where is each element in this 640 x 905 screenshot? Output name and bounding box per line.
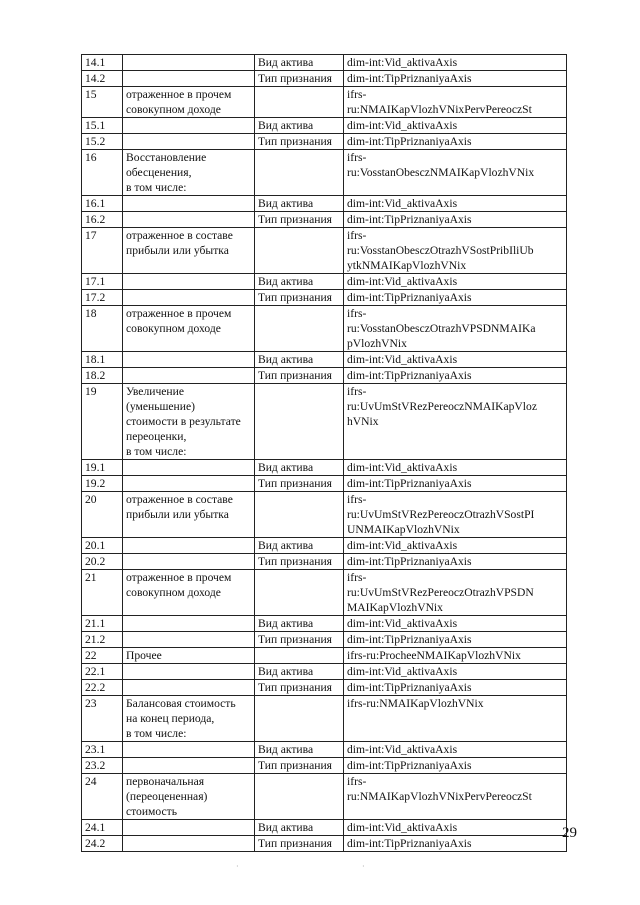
row-element-cell (344, 538, 567, 554)
table-row (82, 368, 567, 384)
row-name-cell (123, 476, 255, 492)
scan-artifact: · (362, 862, 365, 871)
row-element-cell (344, 352, 567, 368)
table-row (82, 118, 567, 134)
row-type-cell: Вид актива (255, 460, 344, 476)
row-type-cell: Тип признания (255, 71, 344, 87)
table-row (82, 742, 567, 758)
row-element-cell (344, 664, 567, 680)
row-element-line: ifrs- (347, 385, 367, 398)
row-number-cell: 16.1 (82, 196, 123, 212)
row-element-line: dim-int:TipPriznaniyaAxis (347, 369, 472, 382)
row-name-line: отраженное в прочем (126, 571, 232, 584)
row-element-cell (344, 774, 567, 820)
row-name-line: Балансовая стоимость (126, 697, 236, 710)
row-element-cell (344, 118, 567, 134)
table-row (82, 460, 567, 476)
row-type-cell: Вид актива (255, 616, 344, 632)
row-name-line: первоначальная (126, 775, 205, 788)
row-name-line: отраженное в составе (126, 493, 233, 506)
row-number-cell: 18.1 (82, 352, 123, 368)
row-element-cell (344, 87, 567, 118)
row-element-cell (344, 742, 567, 758)
row-name-cell (123, 306, 255, 352)
row-number-cell: 21 (82, 570, 123, 616)
row-name-cell (123, 212, 255, 228)
row-name-cell (123, 352, 255, 368)
row-name-line: Прочее (126, 649, 162, 662)
table-row (82, 87, 567, 118)
row-name-cell (123, 118, 255, 134)
table-row (82, 836, 567, 852)
row-type-cell: Вид актива (255, 196, 344, 212)
row-element-cell (344, 696, 567, 742)
row-name-line: отраженное в прочем (126, 88, 232, 101)
row-element-cell (344, 368, 567, 384)
row-number-cell: 15.1 (82, 118, 123, 134)
row-type-cell: Тип признания (255, 554, 344, 570)
row-element-cell (344, 632, 567, 648)
row-element-cell (344, 492, 567, 538)
row-type-cell: Тип признания (255, 290, 344, 306)
row-name-line: отраженное в прочем (126, 307, 232, 320)
row-name-cell (123, 368, 255, 384)
table-row (82, 55, 567, 71)
row-number-cell: 18.2 (82, 368, 123, 384)
row-element-line: dim-int:Vid_aktivaAxis (347, 539, 458, 552)
row-element-cell (344, 570, 567, 616)
row-element-line: dim-int:TipPriznaniyaAxis (347, 555, 472, 568)
row-name-cell (123, 71, 255, 87)
row-element-cell (344, 196, 567, 212)
row-number-cell: 23.2 (82, 758, 123, 774)
row-name-cell (123, 492, 255, 538)
row-element-line: dim-int:TipPriznaniyaAxis (347, 477, 472, 490)
row-element-cell (344, 274, 567, 290)
row-name-cell (123, 384, 255, 460)
row-element-cell (344, 150, 567, 196)
row-element-line: dim-int:TipPriznaniyaAxis (347, 681, 472, 694)
row-type-cell: Тип признания (255, 836, 344, 852)
table-row (82, 696, 567, 742)
table-row (82, 570, 567, 616)
row-element-line: MAIKapVlozhVNix (347, 601, 443, 614)
row-element-line: dim-int:Vid_aktivaAxis (347, 461, 458, 474)
row-type-cell: Вид актива (255, 352, 344, 368)
row-element-line: ru:UvUmStVRezPereoczOtrazhVPSDN (347, 586, 534, 599)
row-type-cell (255, 492, 344, 538)
table-row (82, 384, 567, 460)
row-name-cell (123, 696, 255, 742)
table-row (82, 352, 567, 368)
row-type-cell: Вид актива (255, 742, 344, 758)
row-element-line: hVNix (347, 415, 379, 428)
row-element-line: dim-int:TipPriznaniyaAxis (347, 759, 472, 772)
row-element-line: dim-int:Vid_aktivaAxis (347, 197, 458, 210)
row-element-cell (344, 134, 567, 150)
table-row (82, 616, 567, 632)
row-element-line: ifrs- (347, 307, 367, 320)
table-row (82, 290, 567, 306)
row-element-line: ru:NMAIKapVlozhVNixPervPereoczSt (347, 790, 532, 803)
row-type-cell: Вид активa (255, 55, 344, 71)
table-row (82, 664, 567, 680)
row-element-cell (344, 758, 567, 774)
row-element-line: UNMAIKapVlozhVNix (347, 523, 460, 536)
row-name-cell (123, 87, 255, 118)
row-number-cell: 17.2 (82, 290, 123, 306)
table-row (82, 134, 567, 150)
row-type-cell: Тип признания (255, 632, 344, 648)
row-element-line: ru:VosstanObesczOtrazhVPSDNMAIKa (347, 322, 536, 335)
row-name-line: прибыли или убытка (126, 508, 229, 521)
row-type-cell: Тип признания (255, 476, 344, 492)
row-element-line: dim-int:TipPriznaniyaAxis (347, 72, 472, 85)
row-type-cell: Вид актива (255, 274, 344, 290)
row-element-line: dim-int:Vid_aktivaAxis (347, 617, 458, 630)
row-number-cell: 22.1 (82, 664, 123, 680)
row-name-line: обесценения, (126, 166, 192, 179)
row-type-cell: Тип признания (255, 680, 344, 696)
row-number-cell: 19.2 (82, 476, 123, 492)
row-name-cell (123, 836, 255, 852)
row-element-cell (344, 290, 567, 306)
row-type-cell: Вид актива (255, 820, 344, 836)
row-name-line: совокупном доходе (126, 103, 221, 116)
row-name-line: (уменьшение) (126, 400, 195, 413)
row-name-cell (123, 820, 255, 836)
table-row (82, 306, 567, 352)
row-name-cell (123, 774, 255, 820)
row-name-cell (123, 228, 255, 274)
row-element-line: ifrs- (347, 775, 367, 788)
row-element-line: ifrs- (347, 493, 367, 506)
row-type-cell: Вид актива (255, 664, 344, 680)
row-element-line: dim-int:Vid_aktivaAxis (347, 119, 458, 132)
row-element-cell (344, 212, 567, 228)
row-name-cell (123, 196, 255, 212)
row-type-cell (255, 228, 344, 274)
row-number-cell: 22.2 (82, 680, 123, 696)
row-type-cell: Тип признания (255, 758, 344, 774)
row-name-cell (123, 538, 255, 554)
row-element-cell (344, 820, 567, 836)
row-element-line: dim-int:Vid_aktivaAxis (347, 56, 458, 69)
row-element-cell (344, 384, 567, 460)
row-element-line: dim-int:Vid_aktivaAxis (347, 353, 458, 366)
table-row (82, 212, 567, 228)
row-number-cell: 23 (82, 696, 123, 742)
row-type-cell (255, 774, 344, 820)
row-element-line: dim-int:TipPriznaniyaAxis (347, 135, 472, 148)
row-element-line: dim-int:TipPriznaniyaAxis (347, 291, 472, 304)
table-row (82, 274, 567, 290)
row-name-cell (123, 616, 255, 632)
row-number-cell: 21.1 (82, 616, 123, 632)
row-name-line: переоценки, (126, 430, 187, 443)
row-name-line: Увеличение (126, 385, 184, 398)
table-row (82, 820, 567, 836)
row-element-line: dim-int:Vid_aktivaAxis (347, 743, 458, 756)
table-row (82, 71, 567, 87)
row-number-cell: 16.2 (82, 212, 123, 228)
row-number-cell: 23.1 (82, 742, 123, 758)
row-number-cell: 17.1 (82, 274, 123, 290)
table-row (82, 774, 567, 820)
row-element-line: ifrs-ru:ProcheeNMAIKapVlozhVNix (347, 649, 521, 662)
row-name-cell (123, 460, 255, 476)
row-element-cell (344, 228, 567, 274)
row-element-line: ru:UvUmStVRezPereoczNMAIKapVloz (347, 400, 537, 413)
row-element-cell (344, 476, 567, 492)
row-element-cell (344, 680, 567, 696)
row-number-cell: 18 (82, 306, 123, 352)
row-type-cell: Тип признания (255, 368, 344, 384)
table-row (82, 150, 567, 196)
row-name-cell (123, 290, 255, 306)
row-number-cell: 24 (82, 774, 123, 820)
row-element-cell (344, 71, 567, 87)
row-number-cell: 24.2 (82, 836, 123, 852)
page-number: 29 (562, 825, 577, 841)
row-element-line: dim-int:Vid_aktivaAxis (347, 821, 458, 834)
table-row (82, 476, 567, 492)
row-name-line: в том числе: (126, 181, 187, 194)
row-element-cell (344, 55, 567, 71)
row-element-line: ifrs- (347, 229, 367, 242)
row-name-cell (123, 274, 255, 290)
table-row (82, 538, 567, 554)
row-element-cell (344, 306, 567, 352)
row-number-cell: 16 (82, 150, 123, 196)
row-number-cell: 15 (82, 87, 123, 118)
row-type-cell: Вид актива (255, 538, 344, 554)
row-element-line: dim-int:TipPriznaniyaAxis (347, 633, 472, 646)
row-name-line: прибыли или убытка (126, 244, 229, 257)
row-name-cell (123, 742, 255, 758)
table-body (82, 55, 567, 852)
table-row (82, 492, 567, 538)
row-element-line: ru:VosstanObesczNMAIKapVlozhVNix (347, 166, 535, 179)
row-name-line: на конец периода, (126, 712, 215, 725)
row-element-line: ru:VosstanObesczOtrazhVSostPribIliUb (347, 244, 534, 257)
row-type-cell: Тип признания (255, 212, 344, 228)
row-name-line: совокупном доходе (126, 322, 221, 335)
row-element-line: pVlozhVNix (347, 337, 407, 350)
table-row (82, 758, 567, 774)
table-row (82, 228, 567, 274)
row-element-line: ifrs- (347, 88, 367, 101)
row-type-cell (255, 306, 344, 352)
row-element-cell (344, 648, 567, 664)
row-type-cell (255, 696, 344, 742)
row-name-line: Восстановление (126, 151, 207, 164)
row-number-cell: 21.2 (82, 632, 123, 648)
row-number-cell: 14.2 (82, 71, 123, 87)
row-number-cell: 19 (82, 384, 123, 460)
row-type-cell: Тип признания (255, 134, 344, 150)
row-name-cell (123, 680, 255, 696)
row-name-line: отраженное в составе (126, 229, 233, 242)
table-row (82, 632, 567, 648)
row-name-line: совокупном доходе (126, 586, 221, 599)
row-element-line: dim-int:TipPriznaniyaAxis (347, 837, 472, 850)
row-number-cell: 24.1 (82, 820, 123, 836)
row-name-cell (123, 55, 255, 71)
row-name-line: стоимости в результате (126, 415, 241, 428)
table-row (82, 648, 567, 664)
row-element-cell (344, 616, 567, 632)
row-name-line: (переоцененная) (126, 790, 208, 803)
row-element-line: ytkNMAIKapVlozhVNix (347, 259, 467, 272)
row-name-line: в том числе: (126, 445, 187, 458)
row-name-cell (123, 554, 255, 570)
row-number-cell: 20.1 (82, 538, 123, 554)
table-row (82, 196, 567, 212)
row-number-cell: 19.1 (82, 460, 123, 476)
row-name-cell (123, 134, 255, 150)
row-element-cell (344, 554, 567, 570)
row-element-line: dim-int:Vid_aktivaAxis (347, 665, 458, 678)
row-number-cell: 14.1 (82, 55, 123, 71)
row-element-line: ifrs- (347, 151, 367, 164)
row-element-line: ifrs- (347, 571, 367, 584)
row-type-cell (255, 87, 344, 118)
row-name-line: в том числе: (126, 727, 187, 740)
row-name-cell (123, 150, 255, 196)
row-element-cell (344, 460, 567, 476)
row-number-cell: 20.2 (82, 554, 123, 570)
row-element-line: ifrs-ru:NMAIKapVlozhVNix (347, 697, 484, 710)
document-table (81, 54, 567, 852)
row-type-cell (255, 648, 344, 664)
row-element-cell (344, 836, 567, 852)
row-element-line: dim-int:Vid_aktivaAxis (347, 275, 458, 288)
table-row (82, 554, 567, 570)
row-name-cell (123, 664, 255, 680)
row-number-cell: 22 (82, 648, 123, 664)
table-row (82, 680, 567, 696)
row-element-line: ru:UvUmStVRezPereoczOtrazhVSostPI (347, 508, 535, 521)
row-element-line: dim-int:TipPriznaniyaAxis (347, 213, 472, 226)
row-name-cell (123, 570, 255, 616)
row-type-cell: Вид актива (255, 118, 344, 134)
row-name-cell (123, 632, 255, 648)
row-element-line: ru:NMAIKapVlozhVNixPervPereoczSt (347, 103, 532, 116)
row-name-cell (123, 648, 255, 664)
row-type-cell (255, 570, 344, 616)
row-number-cell: 20 (82, 492, 123, 538)
row-name-cell (123, 758, 255, 774)
row-number-cell: 17 (82, 228, 123, 274)
row-name-line: стоимость (126, 805, 177, 818)
row-type-cell (255, 150, 344, 196)
scan-artifact: · (236, 862, 239, 871)
row-number-cell: 15.2 (82, 134, 123, 150)
row-type-cell (255, 384, 344, 460)
